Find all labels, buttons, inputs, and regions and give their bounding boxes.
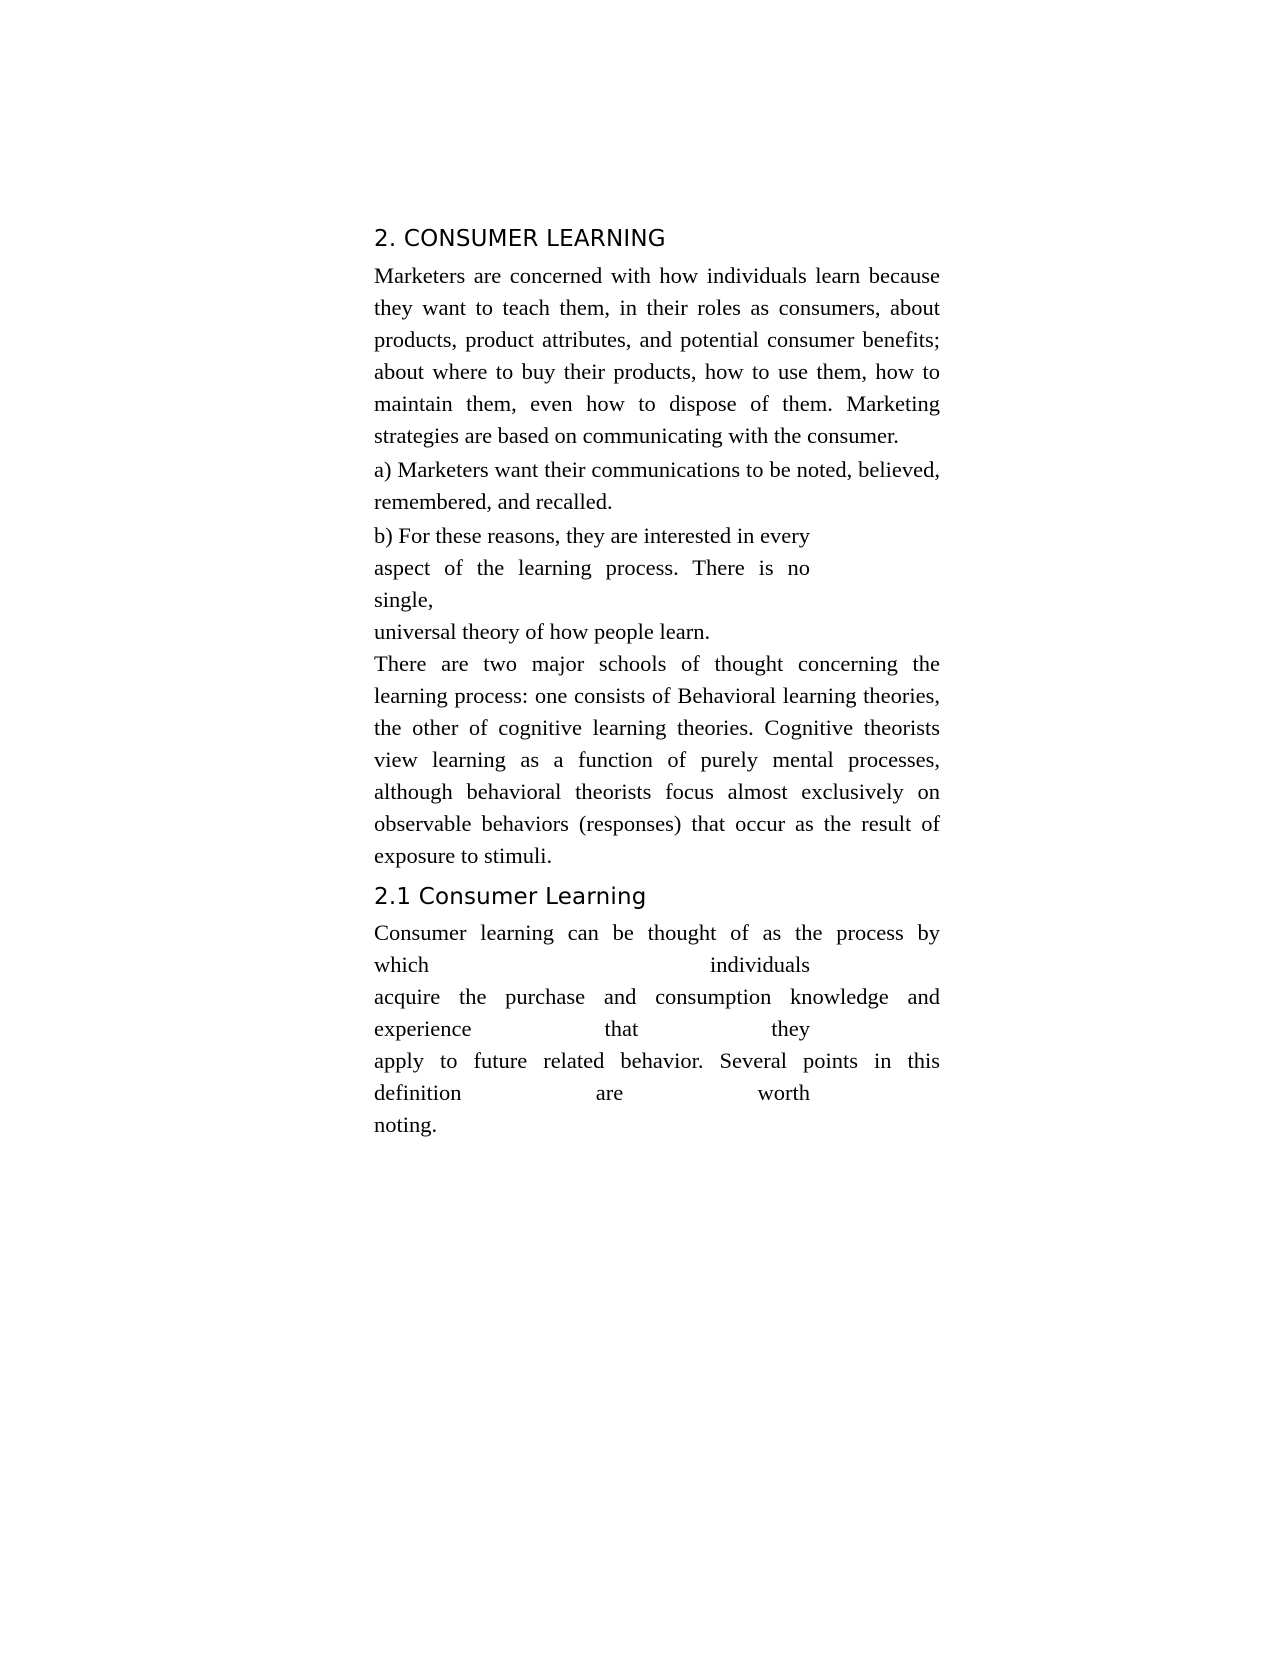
intro-paragraph: Marketers are concerned with how individuals learn because they want to teach them, in their roles as consumers, about products, product attributes, and potential consumer benefits; about where to buy their products, how to use them, how to maintain them, even how to dispose of them. Marketing strategies are based on communicating with the consumer.: [374, 262, 940, 448]
definition-line: which individuals: [374, 952, 810, 978]
definition-line: noting.: [374, 1112, 438, 1138]
point-a-paragraph: a) Marketers want their communications to be noted, believed, remembered, and recalled.: [374, 456, 940, 514]
point-b-line: universal theory of how people learn.: [374, 618, 711, 644]
definition-line: definition are worth: [374, 1080, 810, 1106]
section-heading: 2. CONSUMER LEARNING: [374, 226, 666, 252]
definition-line: experience that they: [374, 1016, 810, 1042]
point-b-paragraph: [374, 520, 940, 648]
point-b-line: aspect of the learning process. There is no single,: [374, 554, 810, 612]
text-column: [374, 226, 940, 1141]
subsection-heading: 2.1 Consumer Learning: [374, 883, 647, 910]
schools-paragraph: There are two major schools of thought concerning the learning process: one consists of Behavioral learning theories, the other of cognitive learning theories. Cognitive theorists view learning as a function of purely mental processes, although behavioral theorists focus almost exclusively on observable behaviors (responses) that occur as the result of exposure to stimuli.: [374, 650, 940, 868]
definition-line: apply to future related behavior. Several points in this: [374, 1048, 940, 1074]
point-b-line: b) For these reasons, they are interested in every: [374, 522, 810, 548]
definition-line: Consumer learning can be thought of as the process by: [374, 920, 940, 946]
definition-line: acquire the purchase and consumption knowledge and: [374, 984, 940, 1010]
definition-paragraph: [374, 917, 940, 1141]
